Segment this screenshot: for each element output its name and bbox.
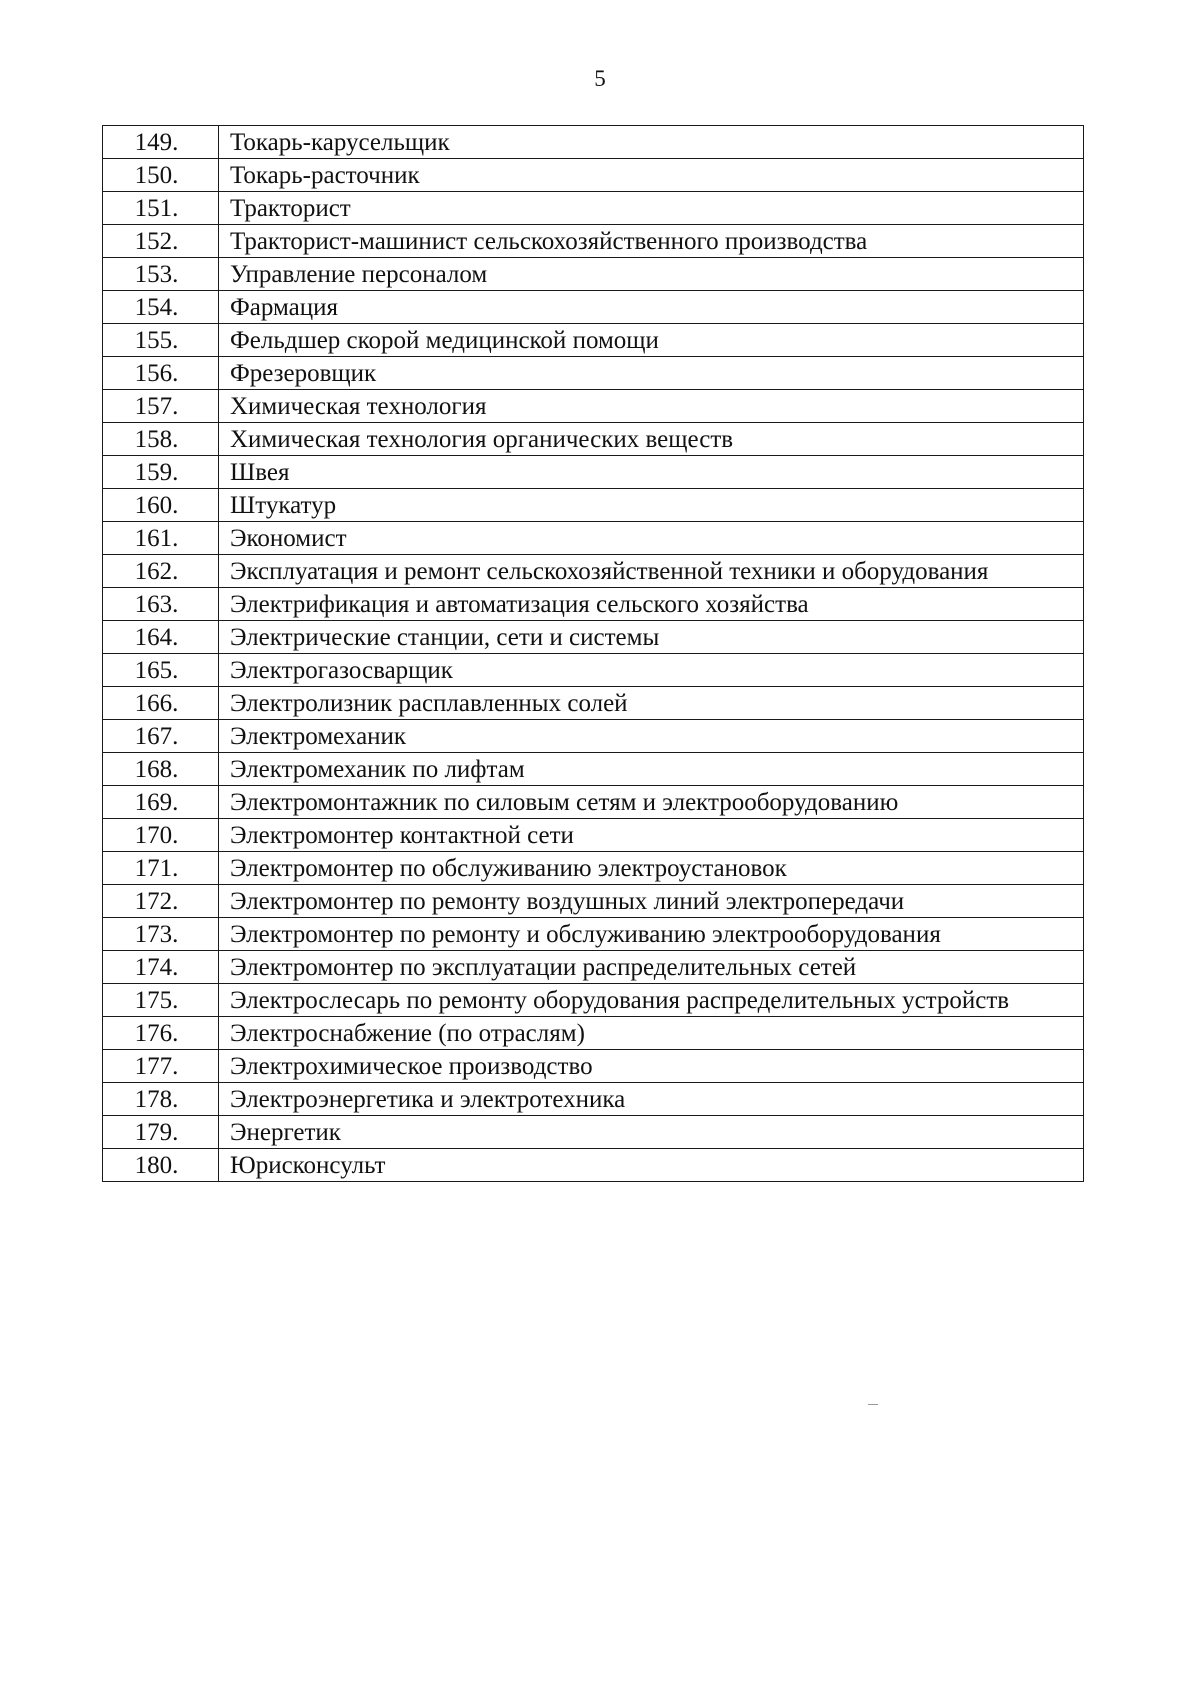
row-number: 159. (103, 456, 219, 489)
table-row (103, 885, 1084, 918)
table-row (103, 291, 1084, 324)
profession-name: Юрисконсульт (219, 1149, 1084, 1182)
table-row (103, 489, 1084, 522)
table-row (103, 225, 1084, 258)
table-row (103, 1050, 1084, 1083)
row-number: 169. (103, 786, 219, 819)
table-row (103, 621, 1084, 654)
row-number: 174. (103, 951, 219, 984)
profession-name: Экономист (219, 522, 1084, 555)
row-number: 161. (103, 522, 219, 555)
profession-name: Энергетик (219, 1116, 1084, 1149)
table-row (103, 1083, 1084, 1116)
row-number: 149. (103, 126, 219, 159)
row-number: 178. (103, 1083, 219, 1116)
profession-list-table (102, 125, 1084, 1182)
table-row (103, 357, 1084, 390)
row-number: 170. (103, 819, 219, 852)
table-row (103, 390, 1084, 423)
table-row (103, 918, 1084, 951)
profession-name: Штукатур (219, 489, 1084, 522)
profession-name: Электролизник расплавленных солей (219, 687, 1084, 720)
profession-name: Электрохимическое производство (219, 1050, 1084, 1083)
table-row (103, 687, 1084, 720)
profession-name: Электрослесарь по ремонту оборудования распределительных устройств (219, 984, 1084, 1017)
profession-name: Химическая технология органических веществ (219, 423, 1084, 456)
row-number: 177. (103, 1050, 219, 1083)
table-row (103, 324, 1084, 357)
profession-name: Электромонтажник по силовым сетям и электрооборудованию (219, 786, 1084, 819)
row-number: 171. (103, 852, 219, 885)
table-row (103, 951, 1084, 984)
profession-name: Химическая технология (219, 390, 1084, 423)
profession-name: Электрические станции, сети и системы (219, 621, 1084, 654)
table-row (103, 555, 1084, 588)
row-number: 179. (103, 1116, 219, 1149)
table-body (103, 126, 1084, 1182)
profession-name: Электромонтер по обслуживанию электроустановок (219, 852, 1084, 885)
profession-name: Токарь-карусельщик (219, 126, 1084, 159)
profession-name: Фармация (219, 291, 1084, 324)
profession-name: Швея (219, 456, 1084, 489)
profession-name: Электроснабжение (по отраслям) (219, 1017, 1084, 1050)
table-row (103, 456, 1084, 489)
table-row (103, 720, 1084, 753)
table-row (103, 654, 1084, 687)
profession-name: Эксплуатация и ремонт сельскохозяйственной техники и оборудования (219, 555, 1084, 588)
row-number: 154. (103, 291, 219, 324)
row-number: 157. (103, 390, 219, 423)
profession-name: Электромеханик по лифтам (219, 753, 1084, 786)
table-row (103, 819, 1084, 852)
profession-name: Тракторист-машинист сельскохозяйственного производства (219, 225, 1084, 258)
table-row (103, 159, 1084, 192)
profession-name: Электроэнергетика и электротехника (219, 1083, 1084, 1116)
row-number: 168. (103, 753, 219, 786)
table-row (103, 852, 1084, 885)
table-row (103, 258, 1084, 291)
profession-name: Фельдшер скорой медицинской помощи (219, 324, 1084, 357)
row-number: 180. (103, 1149, 219, 1182)
table-row (103, 126, 1084, 159)
profession-name: Электромонтер по эксплуатации распределительных сетей (219, 951, 1084, 984)
row-number: 166. (103, 687, 219, 720)
table-row (103, 192, 1084, 225)
profession-name: Фрезеровщик (219, 357, 1084, 390)
profession-name: Токарь-расточник (219, 159, 1084, 192)
row-number: 164. (103, 621, 219, 654)
page-number: 5 (594, 66, 606, 91)
profession-name: Электромеханик (219, 720, 1084, 753)
row-number: 160. (103, 489, 219, 522)
row-number: 152. (103, 225, 219, 258)
row-number: 167. (103, 720, 219, 753)
row-number: 158. (103, 423, 219, 456)
profession-name: Тракторист (219, 192, 1084, 225)
profession-name: Электрогазосварщик (219, 654, 1084, 687)
row-number: 175. (103, 984, 219, 1017)
row-number: 163. (103, 588, 219, 621)
table-row (103, 1149, 1084, 1182)
profession-name: Электромонтер контактной сети (219, 819, 1084, 852)
row-number: 156. (103, 357, 219, 390)
row-number: 155. (103, 324, 219, 357)
table-row (103, 984, 1084, 1017)
profession-name: Электромонтер по ремонту и обслуживанию электрооборудования (219, 918, 1084, 951)
row-number: 172. (103, 885, 219, 918)
row-number: 173. (103, 918, 219, 951)
row-number: 162. (103, 555, 219, 588)
row-number: 150. (103, 159, 219, 192)
table-row (103, 786, 1084, 819)
row-number: 165. (103, 654, 219, 687)
table-row (103, 1116, 1084, 1149)
scan-artifact (868, 1404, 878, 1405)
profession-name: Электрификация и автоматизация сельского хозяйства (219, 588, 1084, 621)
table-row (103, 522, 1084, 555)
profession-name: Управление персоналом (219, 258, 1084, 291)
row-number: 151. (103, 192, 219, 225)
profession-name: Электромонтер по ремонту воздушных линий электропередачи (219, 885, 1084, 918)
table-row (103, 423, 1084, 456)
table-row (103, 588, 1084, 621)
table-row (103, 753, 1084, 786)
row-number: 153. (103, 258, 219, 291)
row-number: 176. (103, 1017, 219, 1050)
table-row (103, 1017, 1084, 1050)
